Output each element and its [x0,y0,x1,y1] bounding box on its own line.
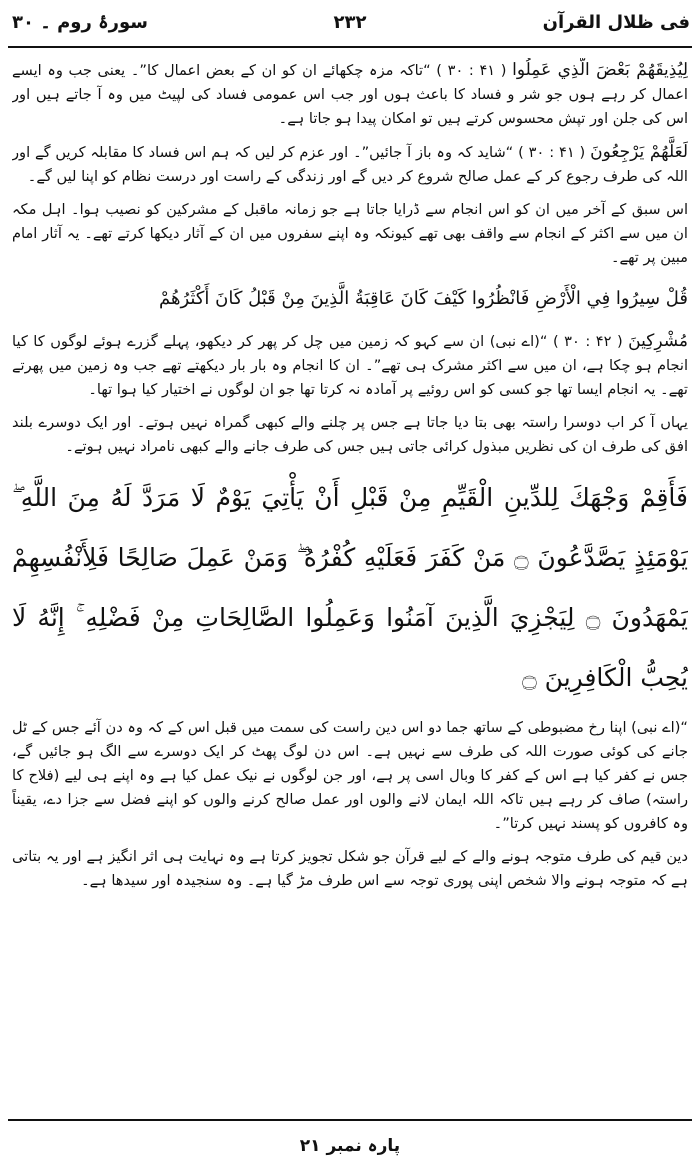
ayah-reference: ( ۳۰ : ۴۲ ) [552,333,623,350]
paragraph [12,329,688,402]
arabic-quote: مُشْرِكِينَ [628,331,688,351]
arabic-quote: لِيُذِيقَهُمْ بَعْضَ الَّذِي عَمِلُوا [512,60,688,80]
page-footer [8,1119,692,1169]
page-number: ۲۳۲ [333,12,367,33]
page-body [12,58,688,1109]
paragraph: یہاں آ کر اب دوسرا راستہ بھی بتا دیا جاتا ہے جس پر چلنے والے کبھی گمراہ نہیں ہوتے۔ اور ایک دوسرے بلند افق کی طرف ان کی نظریں مبذول کرائی جاتی ہیں جس کی طرف جانے والے کبھی نامراد نہیں ہوتے۔ [12,414,688,455]
quran-verse-block: فَأَقِمْ وَجْهَكَ لِلدِّينِ الْقَيِّمِ مِنْ قَبْلِ أَنْ يَأْتِيَ يَوْمٌ لَا مَرَدَّ لَهُ مِنَ اللَّهِ ۖ يَوْمَئِذٍ يَصَّدَّعُونَ ۝ مَنْ كَفَرَ فَعَلَيْهِ كُفْرُهُ ۖ وَمَنْ عَمِلَ صَالِحًا فَلِأَنْفُسِهِمْ يَمْهَدُونَ ۝ لِيَجْزِيَ الَّذِينَ آمَنُوا وَعَمِلُوا الصَّالِحَاتِ مِنْ فَضْلِهِ ۚ إِنَّهُ لَا يُحِبُّ الْكَافِرِينَ ۝ [12,483,688,692]
arabic-verse-line: قُلْ سِيرُوا فِي الْأَرْضِ فَانْظُرُوا كَيْفَ كَانَ عَاقِبَةُ الَّذِينَ مِنْ قَبْلُ كَانَ أَكْثَرُهُمْ [158,288,688,309]
page-header [8,0,692,48]
para-number: پارہ نمبر ۲۱ [299,1136,401,1156]
paragraph: اس سبق کے آخر میں ان کو اس انجام سے ڈرایا جاتا ہے جو زمانہ ماقبل کے مشرکین کو نصیب ہوا۔ اہل مکہ ان میں سے اکثر کے انجام سے واقف بھی تھے کیونکہ وہ اپنے سفروں میں ان کے آثار دیکھا کرتے تھے۔ یہ آثار امام مبین پر تھے۔ [12,201,688,266]
urdu-text: “تاکہ مزہ چکھائے ان کو ان کے بعض اعمال کا”۔ یعنی جب وہ ایسے اعمال کر رہے ہوں جو شر و فساد کا باعث ہوں اور جب اس عمومی فساد کی لپیٹ میں وہ آ جاتے ہیں اور اس کی جلن اور تپش محسوس کرتے ہیں تو امکان پیدا ہو جاتا ہے۔ [12,62,688,127]
urdu-text: “(اے نبی) ان سے کہو کہ زمین میں چل کر پھر کر دیکھو، پہلے گزرے ہوئے لوگوں کا کیا انجام ہو چکا ہے، ان میں سے اکثر مشرک ہی تھے”۔ ان کا انجام وہ بار بار دیکھتے تھے جب وہ زمین میں پھرتے تھے۔ یہ انجام ایسا تھا جو کسی کو اس روئیے پر آمادہ نہ کرتا تھا جو ان لوگوں نے اختیار کیا ہوا تھا۔ [12,333,688,398]
ayah-reference: ( ۳۰ : ۴۱ ) [436,62,507,79]
urdu-text: “شاید کہ وہ باز آ جائیں”۔ اور عزم کر لیں کہ ہم اس فساد کا مقابلہ کریں گے اور اللہ کی طرف رجوع کر کے عمل صالح شروع کر دیں گے اور زندگی کے راست اور درست نظام کو اپنا لیں گے۔ [12,144,688,185]
paragraph [12,140,688,189]
paragraph [12,58,688,131]
book-title: فی ظلال القرآن [542,12,690,33]
ayah-reference: ( ۳۰ : ۴۱ ) [518,144,586,161]
translation-paragraph: “(اے نبی) اپنا رخ مضبوطی کے ساتھ جما دو اس دین راست کی سمت میں قبل اس کے کہ وہ دن آئے جس کے ٹل جانے کی کوئی صورت اللہ کی طرف سے نہیں ہے۔ اس دن لوگ پھٹ کر ایک دوسرے سے الگ ہو جائیں گے، جس نے کفر کیا ہے اس کے کفر کا وبال اسی پر ہے، اور جن لوگوں نے نیک عمل کیا ہے وہ اپنے ہی لیے (فلاح کا راستہ) صاف کر رہے ہیں تاکہ اللہ ایمان لانے والوں اور عمل صالح کرنے والوں کو اپنے فضل سے جزا دے، یقیناً وہ کافروں کو پسند نہیں کرتا”۔ [12,719,688,832]
surah-label: سورۂ روم ۔ ۳۰ [12,12,148,33]
paragraph: دین قیم کی طرف متوجہ ہونے والے کے لیے قرآن جو شکل تجویز کرتا ہے وہ نہایت ہی اثر انگیز ہے اور یہ بتاتی ہے کہ متوجہ ہونے والا شخص اپنی پوری توجہ سے اس طرف مڑ گیا ہے۔ وہ سنجیدہ اور سیدھا ہے۔ [12,848,688,889]
arabic-quote: لَعَلَّهُمْ يَرْجِعُونَ [590,142,688,162]
